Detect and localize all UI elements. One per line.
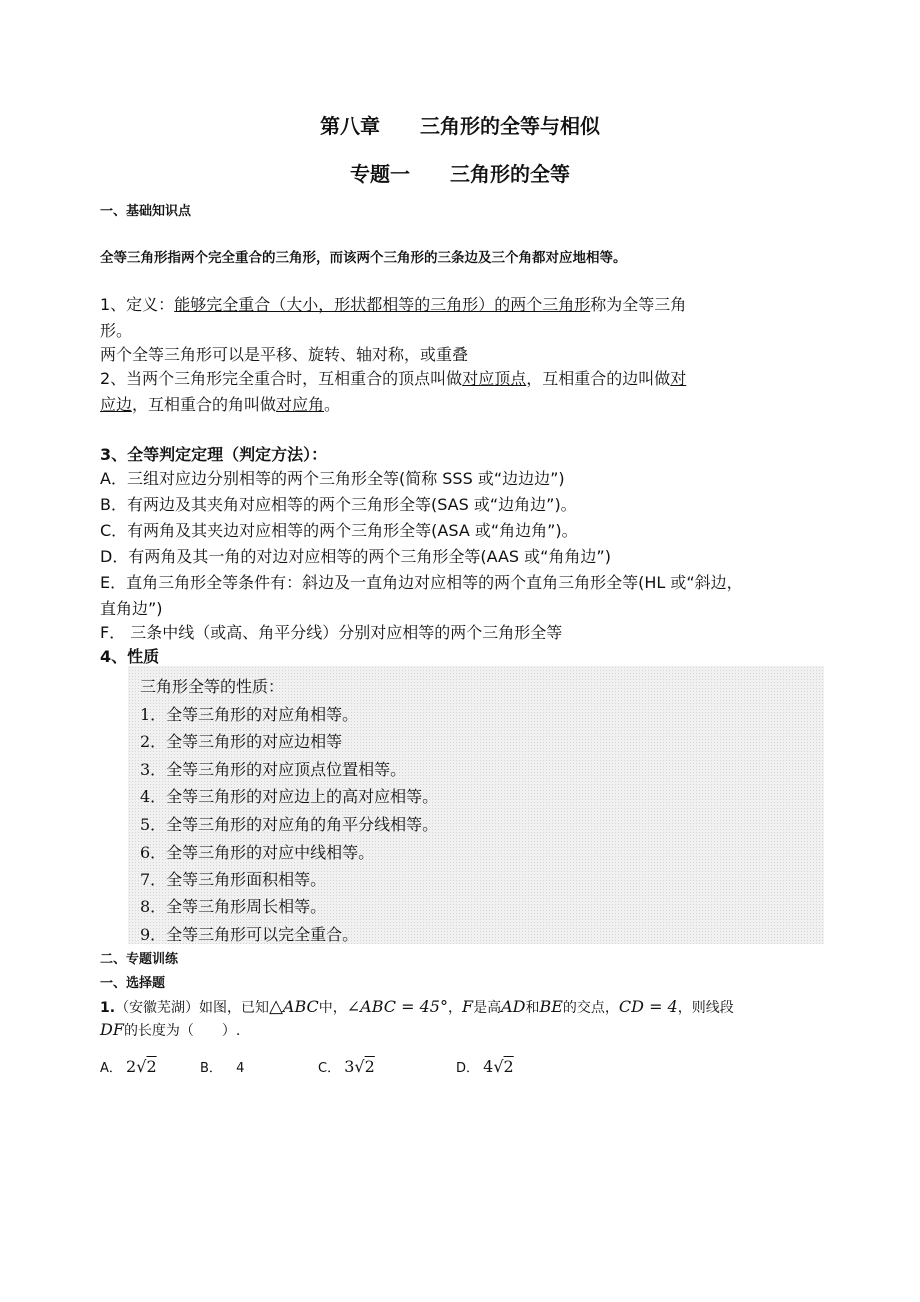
definition-prefix: 1、定义： [100, 295, 175, 314]
question-text: 的交点， [562, 1000, 619, 1016]
property-item: 1．全等三角形的对应角相等。 [140, 705, 359, 724]
question-text: 和 [525, 1000, 540, 1016]
property-item: 7．全等三角形面积相等。 [140, 870, 327, 889]
option-label: A． [100, 1061, 122, 1076]
intro-statement: 全等三角形指两个完全重合的三角形，而该两个三角形的三条边及三个角都对应地相等。 [100, 250, 627, 266]
option-radicand: 2 [146, 1057, 157, 1076]
option-coef: 4 [483, 1057, 494, 1076]
definition-suffix: 称为全等三角 [590, 295, 687, 314]
term-corresponding-side-part: 对 [670, 369, 687, 388]
transform-note: 两个全等三角形可以是平移、旋转、轴对称，或重叠 [100, 345, 469, 364]
theorem-sas: B．有两边及其夹角对应相等的两个三角形全等(SAS 或“边角边”)。 [100, 495, 577, 514]
triangle-symbol: △ [269, 996, 283, 1017]
definition-underlined: 能够完全重合（大小，形状都相等的三角形）的两个三角形 [174, 295, 591, 314]
math-cd: CD = 4 [618, 997, 678, 1016]
correspondence-text: 。 [324, 395, 341, 414]
option-label: B． [200, 1061, 222, 1076]
property-item: 2．全等三角形的对应边相等 [140, 732, 343, 751]
correspondence-text: 2、当两个三角形完全重合时，互相重合的顶点叫做 [100, 369, 463, 388]
option-d[interactable]: D． 4√2 [456, 1057, 514, 1076]
question-1-line-2 [100, 1020, 240, 1040]
property-item: 6．全等三角形的对应中线相等。 [140, 843, 375, 862]
option-radicand: 2 [364, 1057, 375, 1076]
property-heading: 4、性质 [100, 647, 160, 666]
theorem-hl: E．直角三角形全等条件有：斜边及一直角边对应相等的两个直角三角形全等(HL 或“斜边， [100, 573, 743, 592]
question-text: 是高 [473, 1000, 502, 1016]
question-text: （安徽芜湖）如图，已知 [115, 1000, 270, 1016]
math-f: F [461, 997, 474, 1016]
math-ad: AD [501, 997, 526, 1016]
property-item: 5．全等三角形的对应角的角平分线相等。 [140, 815, 439, 834]
section-heading-training: 二、专题训练 [100, 952, 179, 967]
topic-title: 专题一 三角形的全等 [350, 162, 570, 186]
theorem-medians: F． 三条中线（或高、角平分线）分别对应相等的两个三角形全等 [100, 623, 563, 642]
definition-wrap: 形。 [100, 321, 133, 340]
question-1-line-1 [100, 996, 734, 1017]
section-heading-basics: 一、基础知识点 [100, 204, 192, 219]
theorem-asa: C．有两角及其夹边对应相等的两个三角形全等(ASA 或“角边角”)。 [100, 521, 578, 540]
question-number: 1. [100, 1000, 116, 1016]
term-corresponding-side-part: 应边 [100, 395, 133, 414]
option-coef: 2 [126, 1057, 137, 1076]
chapter-title: 第八章 三角形的全等与相似 [320, 114, 600, 138]
theorem-hl-wrap: 直角边”) [100, 599, 163, 618]
definition-line [100, 292, 686, 315]
subsection-heading-choice: 一、选择题 [100, 976, 166, 991]
correspondence-line-2 [100, 392, 340, 415]
option-label: D． [456, 1061, 480, 1076]
option-b[interactable] [200, 1057, 244, 1076]
question-text: 中， [318, 1000, 347, 1016]
theorem-sss: A．三组对应边分别相等的两个三角形全等(简称 SSS 或“边边边”) [100, 469, 565, 488]
correspondence-text: ，互相重合的角叫做 [132, 395, 277, 414]
property-item: 3．全等三角形的对应顶点位置相等。 [140, 760, 407, 779]
option-radicand: 2 [503, 1057, 514, 1076]
option-value: 4 [236, 1061, 245, 1076]
question-text: ，则线段 [677, 1000, 734, 1016]
property-item: 8．全等三角形周长相等。 [140, 897, 327, 916]
properties-intro: 三角形全等的性质： [140, 677, 285, 696]
math-df: DF [100, 1020, 124, 1039]
option-label: C． [318, 1061, 341, 1076]
math-abc: ABC [282, 997, 319, 1016]
term-corresponding-vertex: 对应顶点 [462, 369, 527, 388]
correspondence-text: ，互相重合的边叫做 [526, 369, 671, 388]
theorem-heading: 3、全等判定定理（判定方法）： [100, 445, 328, 464]
option-a[interactable]: A． 2√2 [100, 1057, 157, 1076]
property-item: 4．全等三角形的对应边上的高对应相等。 [140, 787, 439, 806]
theorem-aas: D．有两角及其一角的对边对应相等的两个三角形全等(AAS 或“角角边”) [100, 547, 611, 566]
question-text: ， [447, 1000, 462, 1016]
question-text: 的长度为（ ）. [123, 1023, 241, 1039]
correspondence-line-1 [100, 366, 686, 389]
option-c[interactable]: C． 3√2 [318, 1057, 375, 1076]
term-corresponding-angle: 对应角 [276, 395, 325, 414]
property-item: 9．全等三角形可以完全重合。 [140, 925, 359, 944]
math-angle: ∠ABC = 45° [346, 997, 448, 1016]
math-be: BE [539, 997, 563, 1016]
option-coef: 3 [344, 1057, 355, 1076]
